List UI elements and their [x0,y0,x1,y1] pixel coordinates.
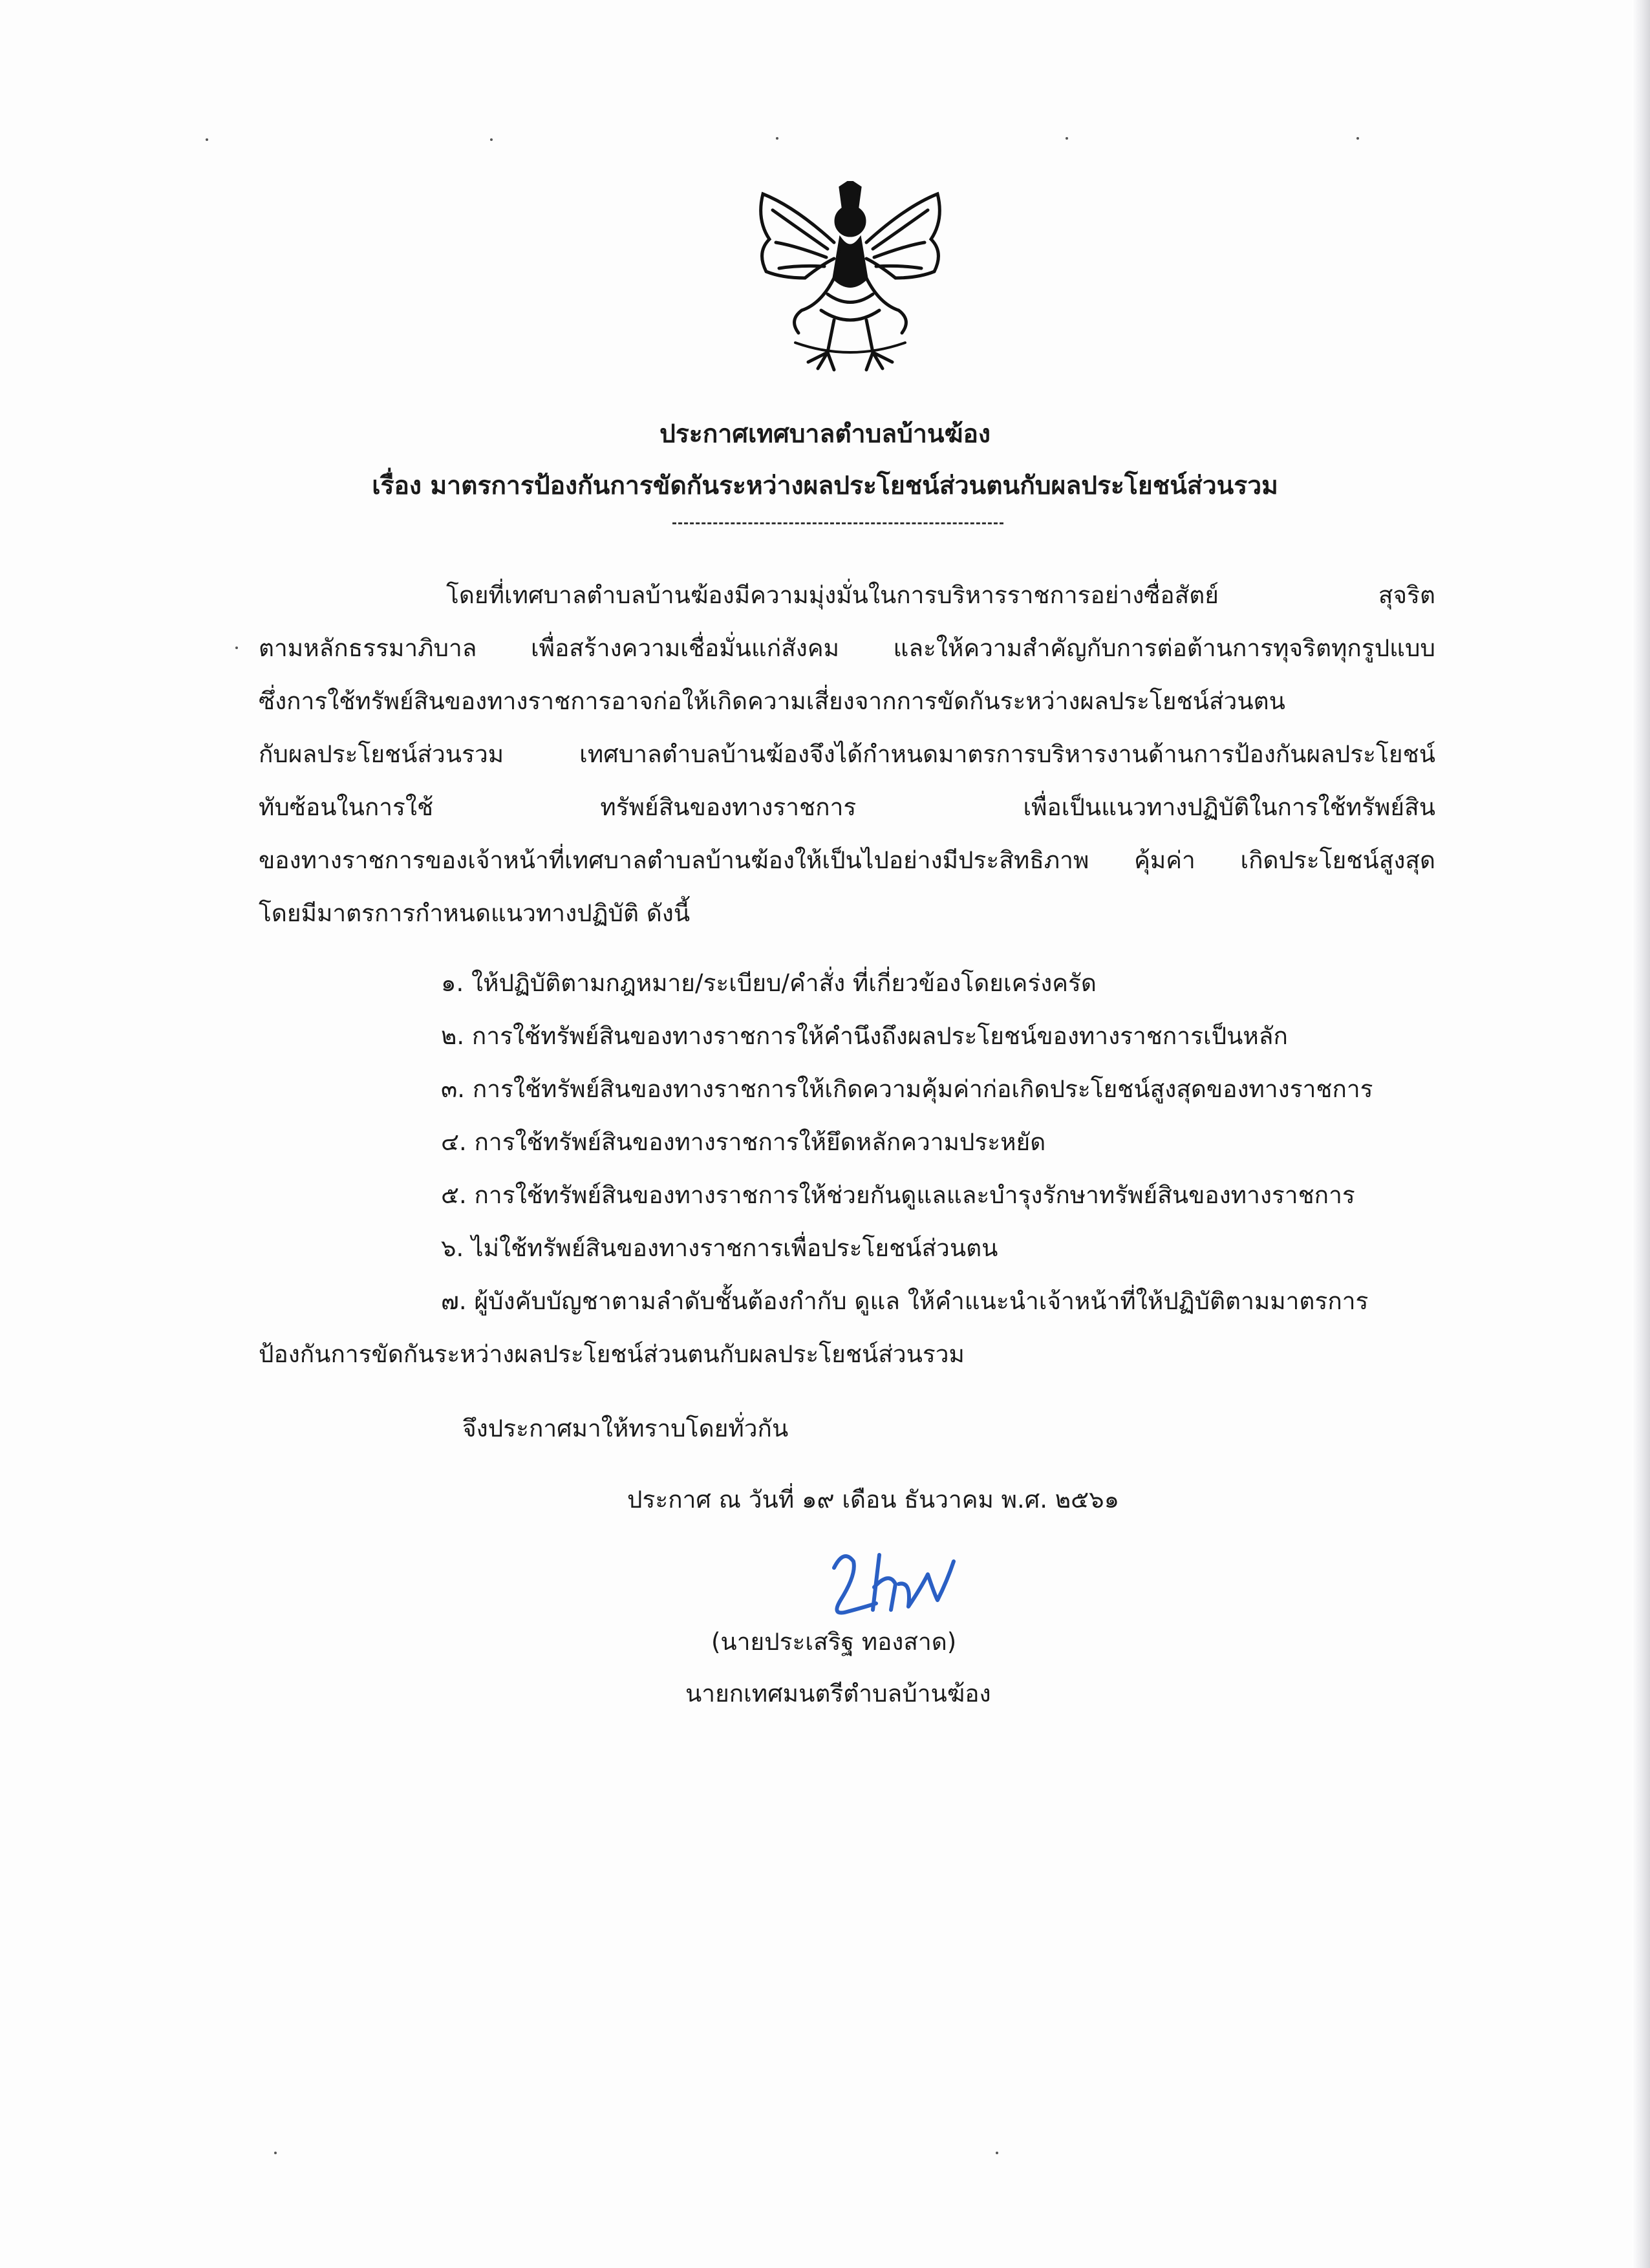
scan-speck [274,2152,277,2154]
title-divider [672,522,1003,524]
list-item: ๗. ผู้บังคับบัญชาตามลำดับชั้นต้องกำกับ ดูแล ให้คำแนะนำเจ้าหน้าที่ให้ปฏิบัติตามมาตรการ [441,1287,1369,1315]
document-heading: ประกาศเทศบาลตำบลบ้านฆ้อง [659,420,991,449]
signer-name: (นายประเสริฐ ทองสาด) [711,1628,957,1656]
scan-speck [996,2152,998,2154]
paragraph-line: โดยมีมาตรการกำหนดแนวทางปฏิบัติ ดังนี้ [259,899,691,927]
paragraph-line: กับผลประโยชน์ส่วนรวม เทศบาลตำบลบ้านฆ้องจึงได้กำหนดมาตรการบริหารงานด้านการป้องกันผลประโยชน์ [259,740,1435,768]
signer-title: นายกเทศมนตรีตำบลบ้านฆ้อง [685,1680,991,1707]
list-item: ๒. การใช้ทรัพย์สินของทางราชการให้คำนึงถึงผลประโยชน์ของทางราชการเป็นหลัก [441,1022,1288,1050]
garuda-emblem-icon [744,181,957,375]
paragraph-line: โดยที่เทศบาลตำบลบ้านฆ้องมีความมุ่งมั่นในการบริหารราชการอย่างซื่อสัตย์ สุจริต [446,581,1435,609]
paragraph-line: ของทางราชการของเจ้าหน้าที่เทศบาลตำบลบ้านฆ้องให้เป็นไปอย่างมีประสิทธิภาพ คุ้มค่า เกิดประโยชน์สูงสุด [259,846,1435,874]
list-item: ๖. ไม่ใช้ทรัพย์สินของทางราชการเพื่อประโยชน์ส่วนตน [441,1234,998,1262]
document-subject: เรื่อง มาตรการป้องกันการขัดกันระหว่างผลประโยชน์ส่วนตนกับผลประโยชน์ส่วนรวม [372,471,1278,500]
measures-list [259,957,1435,1381]
scan-speck [206,138,208,141]
preamble-paragraph [259,569,1435,940]
list-item: ๕. การใช้ทรัพย์สินของทางราชการให้ช่วยกันดูแลและบำรุงรักษาทรัพย์สินของทางราชการ [441,1181,1355,1209]
closing-statement: จึงประกาศมาให้ทราบโดยทั่วกัน [462,1415,789,1442]
scan-speck [1356,137,1359,140]
scan-edge-shadow [1632,0,1650,2268]
announcement-date: ประกาศ ณ วันที่ ๑๙ เดือน ธันวาคม พ.ศ. ๒๕๖๑ [627,1486,1120,1514]
scan-speck [776,137,778,140]
paragraph-line: ซึ่งการใช้ทรัพย์สินของทางราชการอาจก่อให้เกิดความเสี่ยงจากการขัดกันระหว่างผลประโยชน์ส่วนตน [259,687,1285,715]
scan-speck [490,138,493,141]
list-item: ๓. การใช้ทรัพย์สินของทางราชการให้เกิดความคุ้มค่าก่อเกิดประโยชน์สูงสุดของทางราชการ [441,1075,1373,1103]
signature-icon [815,1535,970,1626]
paragraph-line: ตามหลักธรรมาภิบาล เพื่อสร้างความเชื่อมั่นแก่สังคม และให้ความสำคัญกับการต่อต้านการทุจริตทุกรูปแบบ [259,634,1435,662]
paragraph-line: ทับซ้อนในการใช้ ทรัพย์สินของทางราชการ เพื่อเป็นแนวทางปฏิบัติในการใช้ทรัพย์สิน [259,793,1435,821]
list-item-continuation: ป้องกันการขัดกันระหว่างผลประโยชน์ส่วนตนกับผลประโยชน์ส่วนรวม [259,1340,965,1368]
list-item: ๔. การใช้ทรัพย์สินของทางราชการให้ยึดหลักความประหยัด [441,1128,1046,1156]
scan-speck [1066,137,1068,140]
scan-speck [235,647,238,649]
list-item: ๑. ให้ปฏิบัติตามกฎหมาย/ระเบียบ/คำสั่ง ที่เกี่ยวข้องโดยเคร่งครัด [441,969,1097,997]
